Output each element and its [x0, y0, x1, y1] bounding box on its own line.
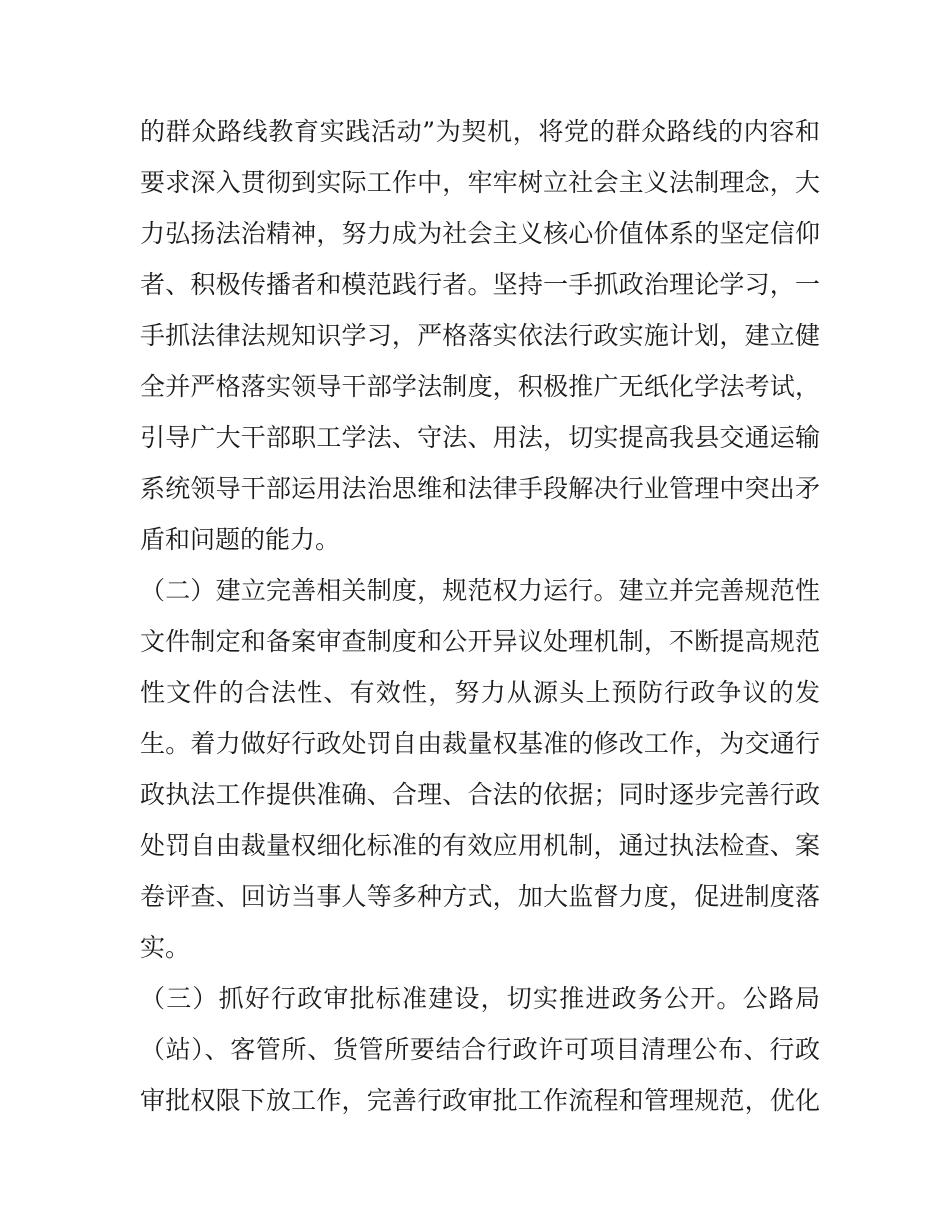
text-line: 系统领导干部运用法治思维和法律手段解决行业管理中突出矛	[140, 474, 820, 503]
text-line: （站）、客管所、货管所要结合行政许可项目清理公布、行政	[140, 1035, 820, 1064]
text-line: 卷评查、回访当事人等多种方式，加大监督力度，促进制度落	[140, 882, 820, 911]
text-line: 生。着力做好行政处罚自由裁量权基准的修改工作，为交通行	[140, 729, 820, 758]
text-line: 政执法工作提供准确、合理、合法的依据；同时逐步完善行政	[140, 780, 820, 809]
text-line: 处罚自由裁量权细化标准的有效应用机制，通过执法检查、案	[140, 831, 820, 860]
text-line: （三）抓好行政审批标准建设，切实推进政务公开。公路局	[140, 984, 820, 1013]
text-line: 文件制定和备案审查制度和公开异议处理机制，不断提高规范	[140, 627, 820, 656]
text-line: 性文件的合法性、有效性，努力从源头上预防行政争议的发	[140, 678, 820, 707]
text-line: 的群众路线教育实践活动”为契机，将党的群众路线的内容和	[140, 117, 820, 146]
text-line: 手抓法律法规知识学习，严格落实依法行政实施计划，建立健	[140, 321, 820, 350]
text-line: 力弘扬法治精神，努力成为社会主义核心价值体系的坚定信仰	[140, 219, 820, 248]
text-line: 盾和问题的能力。	[140, 525, 341, 554]
text-line: 实。	[140, 933, 191, 962]
text-line: 要求深入贯彻到实际工作中，牢牢树立社会主义法制理念，大	[140, 168, 820, 197]
document-body	[140, 106, 820, 1126]
text-line: 全并严格落实领导干部学法制度，积极推广无纸化学法考试，	[140, 372, 820, 401]
text-line: （二）建立完善相关制度，规范权力运行。建立并完善规范性	[140, 576, 820, 605]
text-line: 审批权限下放工作，完善行政审批工作流程和管理规范，优化	[140, 1086, 820, 1115]
text-line: 引导广大干部职工学法、守法、用法，切实提高我县交通运输	[140, 423, 820, 452]
text-line: 者、积极传播者和模范践行者。坚持一手抓政治理论学习，一	[140, 270, 820, 299]
